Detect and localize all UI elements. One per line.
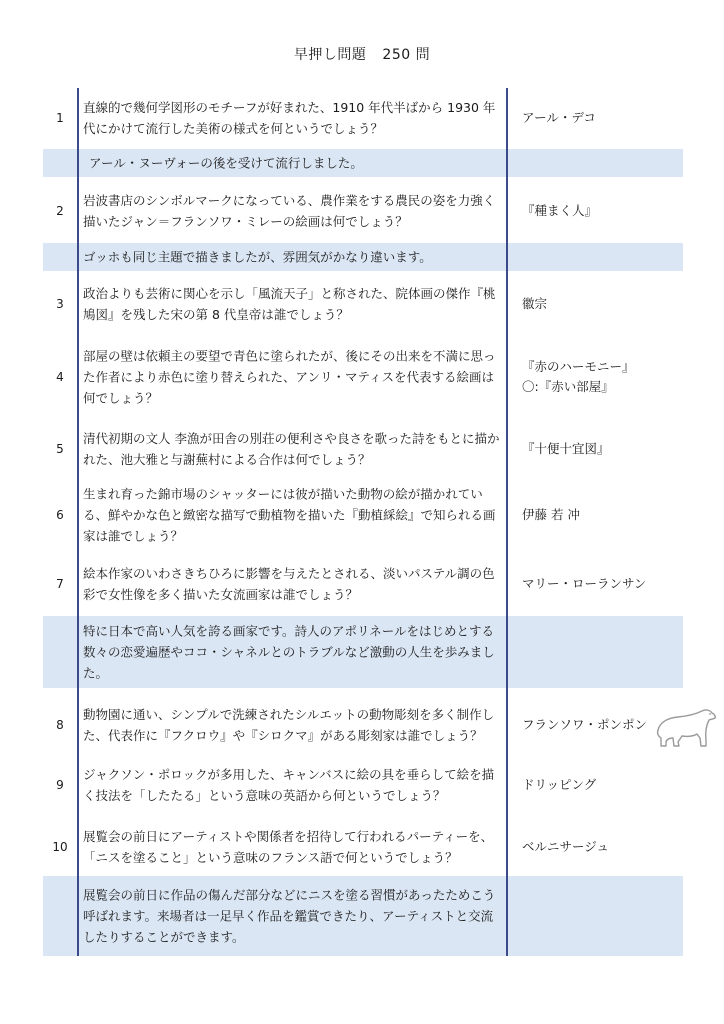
question-table bbox=[43, 88, 683, 956]
question-number: 2 bbox=[56, 204, 64, 218]
question-text: 部屋の壁は依頼主の要望で青色に塗られたが、後にその出来を不満に思った作者により赤色に塗り替えられた、アンリ・マティスを代表する絵画は何でしょう？ bbox=[83, 348, 496, 406]
answer-text: マリー・ローランサン bbox=[522, 576, 647, 591]
alternate-answer: 〇:『赤い部屋』 bbox=[522, 379, 614, 394]
question-row-5 bbox=[43, 420, 683, 478]
question-number: 9 bbox=[56, 778, 64, 792]
answer-text: 伊藤 若 冲 bbox=[522, 507, 580, 522]
hint-text: 特に日本で高い人気を誇る画家です。詩人のアポリネールをはじめとする数々の恋愛遍歴やココ・シャネルとのトラブルなど激動の人生を歩みました。 bbox=[83, 623, 495, 681]
question-number: 10 bbox=[52, 840, 68, 854]
question-row-6 bbox=[43, 480, 683, 550]
answer-text: ベルニサージュ bbox=[522, 839, 610, 854]
question-row-7 bbox=[43, 558, 683, 610]
hint-text: 展覧会の前日に作品の傷んだ部分などにニスを塗る習慣があったためこう呼ばれます。来場者は一足早く作品を鑑賞できたり、アーティストと交流したりすることができます。 bbox=[83, 887, 496, 945]
answer-text: 『十便十宜図』 bbox=[522, 441, 610, 456]
title-text: 早押し問題 bbox=[293, 47, 367, 63]
hint-row bbox=[43, 243, 683, 271]
question-number: 1 bbox=[56, 111, 64, 125]
polar-bear-icon bbox=[654, 702, 718, 750]
question-row-2 bbox=[43, 180, 683, 242]
question-text: 政治よりも芸術に関心を示し「風流天子」と称された、院体画の傑作『桃鳩図』を残した宋の第 8 代皇帝は誰でしょう？ bbox=[83, 286, 496, 322]
question-row-3 bbox=[43, 276, 683, 332]
answer-text: 『種まく人』 bbox=[522, 203, 598, 218]
hint-text: アール・ヌーヴォーの後を受けて流行しました。 bbox=[89, 155, 363, 171]
question-row-9 bbox=[43, 756, 683, 814]
left-column-divider bbox=[77, 88, 79, 956]
question-text: 直線的で幾何学図形のモチーフが好まれた、1910 年代半ばから 1930 年代にかけて流行した美術の様式を何というでしょう？ bbox=[83, 100, 496, 136]
page-title bbox=[0, 44, 724, 64]
question-text: 岩波書店のシンボルマークになっている、農作業をする農民の姿を力強く描いたジャン＝フランソワ・ミレーの絵画は何でしょう？ bbox=[83, 193, 496, 229]
hint-row bbox=[43, 149, 683, 177]
question-number: 6 bbox=[56, 508, 64, 522]
question-row-4 bbox=[43, 336, 683, 418]
question-text: 清代初期の文人 李漁が田舎の別荘の便利さや良さを歌った詩をもとに描かれた、池大雅と与謝蕪村による合作は何でしょう？ bbox=[83, 431, 500, 467]
question-number: 3 bbox=[56, 297, 64, 311]
question-row-8 bbox=[43, 698, 683, 752]
question-text: 生まれ育った錦市場のシャッターには彼が描いた動物の絵が描かれている、鮮やかな色と緻密な描写で動植物を描いた『動植綵絵』で知られる画家は誰でしょう？ bbox=[83, 486, 496, 544]
question-text: ジャクソン・ポロックが多用した、キャンバスに絵の具を垂らして絵を描く技法を「したたる」という意味の英語から何というでしょう？ bbox=[83, 767, 495, 803]
question-row-1 bbox=[43, 88, 683, 148]
answer-text: フランソワ・ポンポン bbox=[522, 717, 648, 732]
answer-text: 徽宗 bbox=[522, 296, 548, 311]
question-row-10 bbox=[43, 818, 683, 876]
question-text: 絵本作家のいわさきちひろに影響を与えたとされる、淡いパステル調の色彩で女性像を多く描いた女流画家は誰でしょう？ bbox=[83, 566, 495, 602]
answer-cell bbox=[522, 357, 682, 397]
question-text: 動物園に通い、シンプルで洗練されたシルエットの動物彫刻を多く制作した、代表作に『フクロウ』や『シロクマ』がある彫刻家は誰でしょう？ bbox=[83, 707, 495, 743]
question-count: 250 問 bbox=[382, 47, 431, 63]
answer-text: アール・デコ bbox=[522, 110, 596, 125]
answer-text: ドリッピング bbox=[522, 777, 597, 792]
hint-row bbox=[43, 876, 683, 956]
question-number: 7 bbox=[56, 577, 64, 591]
question-number: 8 bbox=[56, 718, 64, 732]
right-column-divider bbox=[506, 88, 508, 956]
question-text: 展覧会の前日にアーティストや関係者を招待して行われるパーティーを、「ニスを塗ること」という意味のフランス語で何というでしょう？ bbox=[83, 829, 494, 865]
question-number: 5 bbox=[56, 442, 64, 456]
hint-text: ゴッホも同じ主題で描きましたが、雰囲気がかなり違います。 bbox=[83, 249, 432, 265]
answer-text: 『赤のハーモニー』 bbox=[522, 359, 635, 374]
question-number: 4 bbox=[56, 370, 64, 384]
hint-row bbox=[43, 616, 683, 688]
